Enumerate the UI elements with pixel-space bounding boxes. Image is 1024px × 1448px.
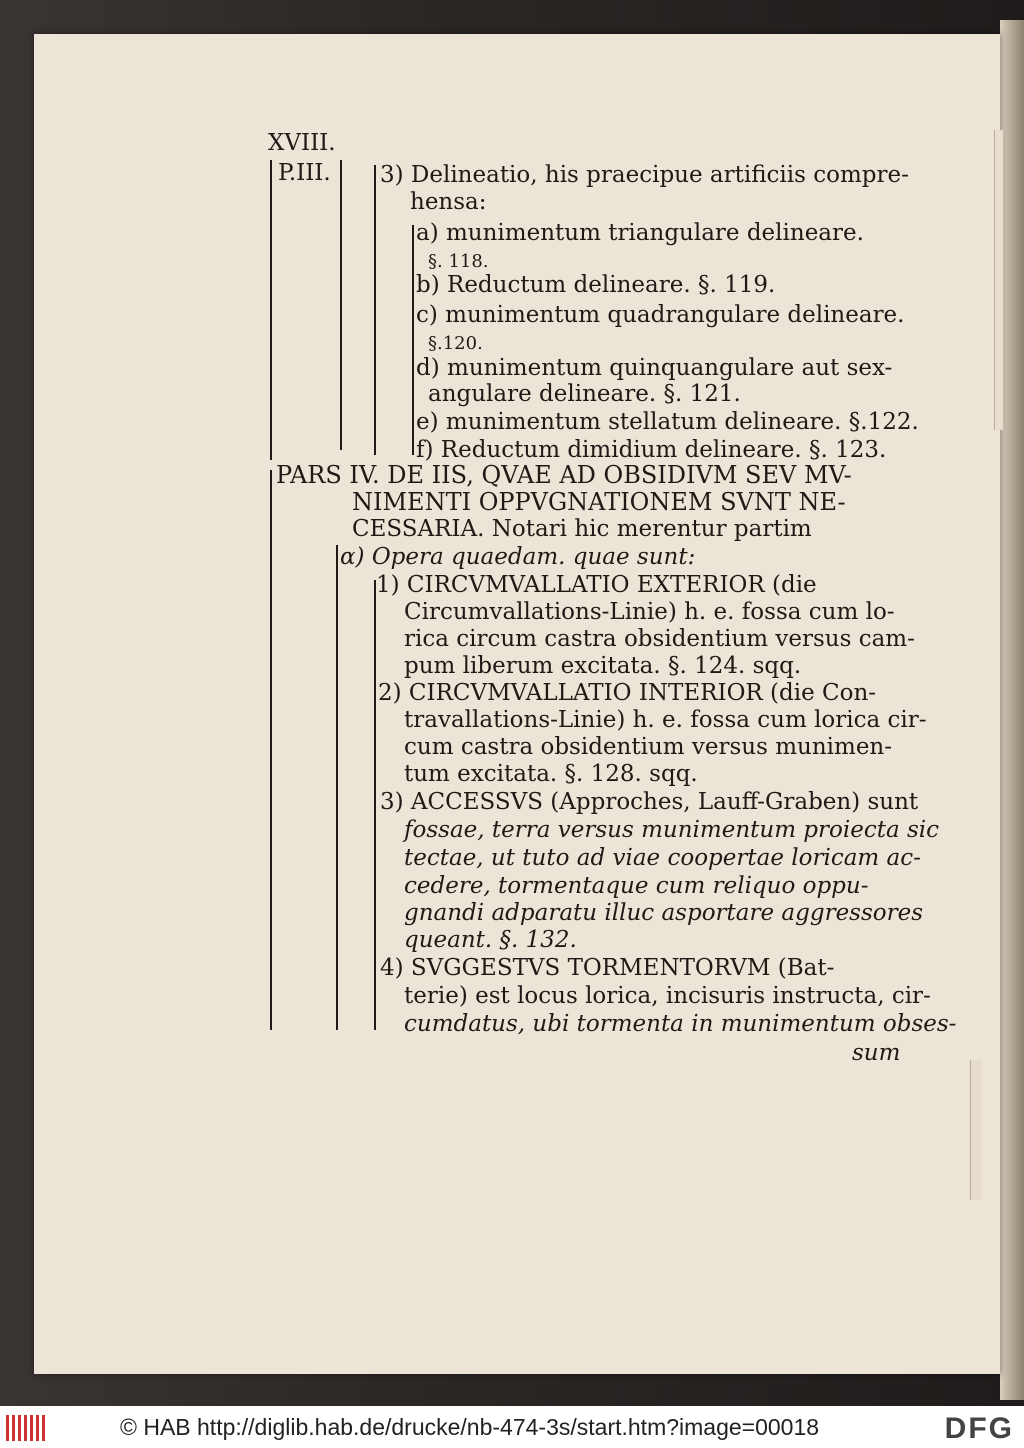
text-line: §. 118. bbox=[428, 251, 489, 272]
bracket-rule bbox=[340, 160, 342, 450]
section-heading: CESSARIA. Notari hic merentur partim bbox=[352, 516, 812, 542]
hab-logo-icon bbox=[6, 1415, 46, 1441]
text-line: travallations-Linie) h. e. fossa cum lorica cir- bbox=[404, 707, 927, 733]
text-line: 3) ACCESSVS (Approches, Lauff-Graben) sunt bbox=[380, 789, 919, 815]
text-line: hensa: bbox=[410, 189, 487, 215]
text-line: b) Reductum delineare. §. 119. bbox=[416, 272, 776, 298]
bracket-rule bbox=[412, 225, 414, 455]
page-edge bbox=[1000, 20, 1024, 1400]
text-line: d) munimentum quinquangulare aut sex- bbox=[416, 355, 893, 381]
text-line: angulare delineare. §. 121. bbox=[428, 381, 741, 407]
text-line: e) munimentum stellatum delineare. §.122. bbox=[416, 409, 919, 435]
running-head: XVIII. bbox=[268, 130, 336, 156]
margin-label: P.III. bbox=[278, 160, 331, 186]
paper-tab bbox=[970, 1060, 981, 1200]
text-line: gnandi adparatu illuc asportare aggressores bbox=[404, 900, 924, 926]
text-line: §.120. bbox=[428, 333, 483, 354]
bracket-rule bbox=[336, 545, 338, 1030]
viewer-footer bbox=[0, 1406, 1024, 1448]
text-line: Circumvallations-Linie) h. e. fossa cum lo- bbox=[404, 599, 895, 625]
section-heading: PARS IV. DE IIS, QVAE AD OBSIDIVM SEV MV- bbox=[276, 461, 852, 489]
text-line: pum liberum excitata. §. 124. sqq. bbox=[404, 653, 802, 679]
text-line: 2) CIRCVMVALLATIO INTERIOR (die Con- bbox=[378, 680, 877, 706]
text-line: cedere, tormentaque cum reliquo oppu- bbox=[404, 873, 869, 899]
text-line: α) Opera quaedam. quae sunt: bbox=[340, 544, 696, 570]
bracket-rule bbox=[374, 165, 376, 455]
bracket-rule bbox=[374, 580, 376, 1030]
text-line: a) munimentum triangulare delineare. bbox=[416, 220, 864, 246]
text-line: 4) SVGGESTVS TORMENTORVM (Bat- bbox=[380, 955, 835, 981]
text-line: f) Reductum dimidium delineare. §. 123. bbox=[416, 437, 887, 463]
text-line: tectae, ut tuto ad viae coopertae loricam ac- bbox=[404, 845, 921, 871]
text-line: fossae, terra versus munimentum proiecta sic bbox=[404, 817, 940, 843]
text-line: 1) CIRCVMVALLATIO EXTERIOR (die bbox=[376, 572, 817, 598]
paper-tab bbox=[994, 130, 1003, 430]
text-line: c) munimentum quadrangulare delineare. bbox=[416, 302, 905, 328]
bracket-rule bbox=[270, 160, 272, 460]
text-line: queant. §. 132. bbox=[404, 927, 577, 953]
text-line: 3) Delineatio, his praecipue artificiis compre- bbox=[380, 162, 909, 188]
dfg-logo: DFG bbox=[944, 1412, 1014, 1445]
text-line: cumdatus, ubi tormenta in munimentum obses- bbox=[404, 1011, 957, 1037]
copyright-link[interactable]: © HAB http://diglib.hab.de/drucke/nb-474-3s/start.htm?image=00018 bbox=[120, 1414, 820, 1440]
text-line: terie) est locus lorica, incisuris instructa, cir- bbox=[404, 983, 931, 1009]
catchword: sum bbox=[852, 1040, 901, 1066]
text-line: rica circum castra obsidentium versus cam- bbox=[404, 626, 915, 652]
text-line: tum excitata. §. 128. sqq. bbox=[404, 761, 698, 787]
bracket-rule bbox=[270, 470, 272, 1030]
section-heading: NIMENTI OPPVGNATIONEM SVNT NE- bbox=[352, 488, 846, 516]
text-line: cum castra obsidentium versus munimen- bbox=[404, 734, 893, 760]
